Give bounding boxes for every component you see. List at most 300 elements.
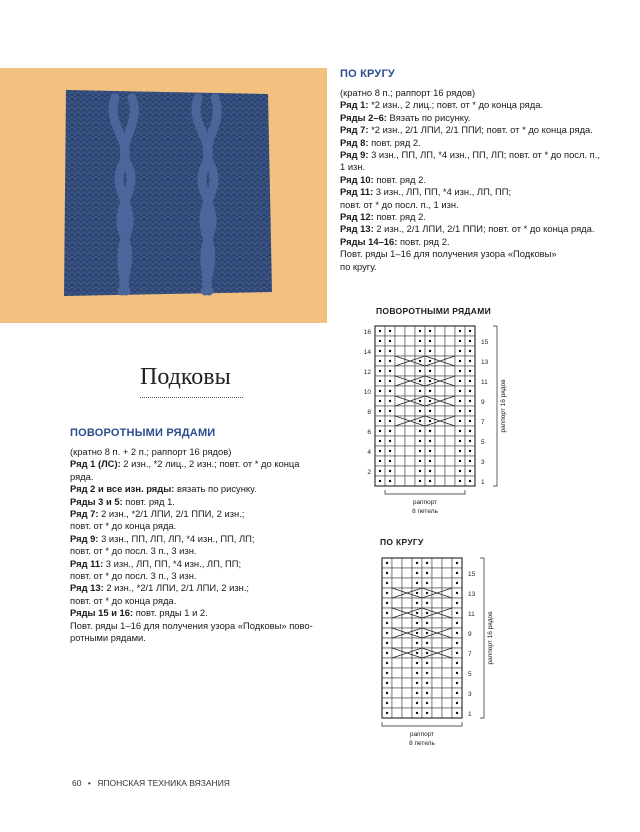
instruction-line-text: 3 изн., ЛП, ПП, *4 изн., ЛП, ПП; [103,557,242,569]
instruction-line-text: повт. ряд 1. [122,495,175,507]
purl-symbol [456,632,458,634]
chart-cell [435,336,445,346]
chart-cell [432,658,442,668]
instruction-line [340,174,600,186]
chart-cell [442,598,452,608]
purl-symbol [386,582,388,584]
purl-symbol [389,340,391,342]
purl-symbol [419,380,421,382]
instruction-line-text: 3 изн., ЛП, ПП, *4 изн., ЛП, ПП; [373,186,512,198]
chart-cell [432,708,442,718]
chart-cell [442,638,452,648]
chart-cell [402,658,412,668]
chart-cell [405,386,415,396]
chart-cell [395,366,405,376]
instruction-line-text: (кратно 8 п.; раппорт 16 рядов) [340,87,476,98]
chart-cell [435,456,445,466]
purl-symbol [419,390,421,392]
chart-cell [402,698,412,708]
purl-symbol [429,400,431,402]
instruction-line-text: ряда. [70,470,94,482]
purl-symbol [469,460,471,462]
purl-symbol [379,330,381,332]
row-label-left: 14 [363,349,371,356]
purl-symbol [426,622,428,624]
chart-cell [395,406,405,416]
row-label-right: 11 [468,611,475,618]
chart-cell [395,476,405,486]
chart-cell [435,476,445,486]
chart-cell [445,366,455,376]
purl-symbol [459,470,461,472]
flat-instructions [70,446,313,645]
chart-cell [402,678,412,688]
purl-symbol [379,440,381,442]
chart-cell [395,336,405,346]
chart-cell [432,698,442,708]
instruction-line-label: Ряды 14–16: [340,235,398,247]
instruction-line-text: повт. ряд 2. [368,136,421,148]
purl-symbol [379,410,381,412]
instruction-line-text: 3 изн., ПП, ЛП, ЛП, *4 изн., ПП, ЛП; [98,532,255,544]
purl-symbol [386,592,388,594]
stitch-repeat-bracket [385,490,465,494]
instruction-line-text: по кругу. [340,260,377,272]
purl-symbol [419,460,421,462]
purl-symbol [429,370,431,372]
purl-symbol [416,652,418,654]
instruction-line-text: повт. от * до конца ряда. [70,520,177,532]
instruction-line-label: Ряд 13: [340,223,374,235]
instruction-line-label: Ряд 11: [70,557,104,569]
stitch-repeat-label: раппорт [409,731,435,738]
chart-cell [432,598,442,608]
row-label-left: 2 [367,469,371,476]
purl-symbol [469,430,471,432]
chart-cell [435,436,445,446]
instruction-line-label: Ряд 2 и все изн. ряды: [70,483,175,495]
instruction-line-text: *2 изн., 2 лиц.; повт. от * до конца ряда. [368,99,544,111]
purl-symbol [389,370,391,372]
purl-symbol [469,350,471,352]
purl-symbol [469,410,471,412]
purl-symbol [459,460,461,462]
chart-cell [395,456,405,466]
purl-symbol [429,450,431,452]
purl-symbol [459,480,461,482]
chart-cell [405,326,415,336]
chart-round-title: ПО КРУГУ [380,537,424,547]
purl-symbol [379,430,381,432]
chart-cell [432,678,442,688]
purl-symbol [416,582,418,584]
instruction-line [70,508,313,520]
instruction-line [70,496,313,508]
purl-symbol [429,440,431,442]
instruction-line [70,632,313,644]
chart-cell [445,406,455,416]
purl-symbol [416,712,418,714]
chart-cell [405,476,415,486]
purl-symbol [456,592,458,594]
chart-cell [445,386,455,396]
chart-cell [405,336,415,346]
purl-symbol [379,350,381,352]
purl-symbol [426,572,428,574]
chart-cell [442,568,452,578]
instruction-line [70,471,313,483]
instruction-line [340,211,600,223]
row-label-left: 6 [367,429,371,436]
purl-symbol [459,340,461,342]
row-label-left: 12 [363,369,371,376]
purl-symbol [389,400,391,402]
instruction-line-text: 2 изн., 2/1 ЛПИ, 2/1 ППИ; повт. от * до конца ряда. [373,223,595,235]
chart-cell [442,708,452,718]
chart-cell [395,466,405,476]
chart-cell [405,406,415,416]
instruction-line [70,607,313,619]
row-label-right: 13 [481,359,489,366]
chart-cell [445,476,455,486]
row-label-left: 10 [363,389,371,396]
purl-symbol [469,380,471,382]
chart-cell [395,436,405,446]
purl-symbol [386,642,388,644]
purl-symbol [426,642,428,644]
purl-symbol [459,350,461,352]
purl-symbol [386,682,388,684]
purl-symbol [419,450,421,452]
row-label-right: 5 [468,671,472,678]
purl-symbol [469,480,471,482]
row-repeat-label: раппорт 16 рядов [487,611,494,665]
purl-symbol [426,702,428,704]
purl-symbol [379,480,381,482]
purl-symbol [389,410,391,412]
flat-heading: ПОВОРОТНЫМИ РЯДАМИ [70,427,216,439]
purl-symbol [389,430,391,432]
purl-symbol [456,672,458,674]
purl-symbol [456,602,458,604]
purl-symbol [459,380,461,382]
chart-cell [435,386,445,396]
purl-symbol [456,572,458,574]
instruction-line-label: Ряды 15 и 16: [70,607,134,619]
purl-symbol [389,360,391,362]
instruction-line [340,124,600,136]
purl-symbol [379,380,381,382]
purl-symbol [459,420,461,422]
chart-cell [442,618,452,628]
purl-symbol [379,400,381,402]
instruction-line-text: (кратно 8 п. + 2 п.; раппорт 16 рядов) [70,446,232,457]
instruction-line [70,446,313,458]
chart-cell [432,618,442,628]
purl-symbol [419,430,421,432]
instruction-line [70,620,313,632]
instruction-line-label: Ряд 9: [70,532,99,544]
instruction-line-label: Ряд 1 (ЛС): [70,458,121,470]
stitch-repeat-label: раппорт [412,499,438,506]
chart-cell [395,386,405,396]
row-label-left: 16 [363,329,371,336]
chart-cell [442,578,452,588]
purl-symbol [386,662,388,664]
purl-symbol [426,692,428,694]
purl-symbol [389,390,391,392]
chart-cell [405,346,415,356]
purl-symbol [416,632,418,634]
footer [72,778,234,788]
knitted-swatch-image [60,86,274,300]
purl-symbol [386,602,388,604]
stitch-repeat-bracket [382,722,462,726]
title-divider [140,397,243,398]
purl-symbol [459,370,461,372]
purl-symbol [419,370,421,372]
instruction-line-text: ротными рядами. [70,632,146,644]
purl-symbol [459,430,461,432]
purl-symbol [456,642,458,644]
row-label-left: 8 [367,409,371,416]
purl-symbol [379,420,381,422]
purl-symbol [419,470,421,472]
row-label-right: 15 [481,339,489,346]
chart-cell [392,668,402,678]
row-label-right: 9 [481,399,485,406]
chart-cell [445,446,455,456]
row-label-right: 7 [468,651,472,658]
purl-symbol [429,460,431,462]
chart-cell [392,688,402,698]
purl-symbol [386,622,388,624]
chart-cell [435,326,445,336]
purl-symbol [379,460,381,462]
purl-symbol [379,340,381,342]
chart-cell [392,568,402,578]
row-label-right: 1 [468,711,472,718]
page-number: 60 [72,778,82,788]
purl-symbol [456,662,458,664]
instruction-line-text: повт. ряд 2. [373,173,426,185]
instruction-line-label: Ряд 13: [70,582,104,594]
instruction-line [340,186,600,198]
chart-cell [402,598,412,608]
row-label-right: 13 [468,591,476,598]
purl-symbol [386,702,388,704]
purl-symbol [456,702,458,704]
chart-cell [435,346,445,356]
chart-cell [402,618,412,628]
purl-symbol [429,410,431,412]
purl-symbol [419,350,421,352]
chart-cell [432,558,442,568]
purl-symbol [379,390,381,392]
instruction-line [340,236,600,248]
purl-symbol [429,360,431,362]
purl-symbol [379,470,381,472]
chart-cell [395,426,405,436]
row-repeat-label: раппорт 16 рядов [500,379,507,433]
instruction-line-label: Ряд 1: [340,99,369,111]
purl-symbol [469,400,471,402]
purl-symbol [386,572,388,574]
purl-symbol [429,430,431,432]
instruction-line [340,87,600,99]
purl-symbol [416,702,418,704]
chart-cell [405,466,415,476]
purl-symbol [429,390,431,392]
purl-symbol [459,390,461,392]
instruction-line-text: 2 изн., *2/1 ЛПИ, 2/1 ППИ, 2 изн.; [98,508,245,520]
chart-cell [445,466,455,476]
chart-round [370,548,510,748]
purl-symbol [379,450,381,452]
instruction-line [340,99,600,111]
purl-symbol [429,470,431,472]
instruction-line-text: Вязать по рисунку. [386,111,471,123]
chart-cell [402,688,412,698]
purl-symbol [389,380,391,382]
round-instructions [340,87,600,273]
purl-symbol [389,440,391,442]
footer-bullet: • [87,778,91,788]
purl-symbol [469,340,471,342]
book-title: ЯПОНСКАЯ ТЕХНИКА ВЯЗАНИЯ [97,778,230,788]
instruction-line-text: Повт. ряды 1–16 для получения узора «Подковы» пово- [70,619,313,631]
chart-cell [392,698,402,708]
chart-cell [432,688,442,698]
instruction-line [340,261,600,273]
chart-cell [392,638,402,648]
purl-symbol [419,330,421,332]
chart-flat-title: ПОВОРОТНЫМИ РЯДАМИ [376,306,491,316]
purl-symbol [386,672,388,674]
chart-cell [445,326,455,336]
purl-symbol [419,340,421,342]
purl-symbol [469,330,471,332]
purl-symbol [469,390,471,392]
purl-symbol [456,612,458,614]
chart-cell [395,346,405,356]
purl-symbol [469,470,471,472]
chart-cell [402,558,412,568]
purl-symbol [416,642,418,644]
chart-cell [445,346,455,356]
row-label-right: 1 [481,479,485,486]
purl-symbol [389,470,391,472]
purl-symbol [459,450,461,452]
instruction-line-label: Ряд 7: [70,508,99,520]
chart-cell [395,446,405,456]
instruction-line-text: 1 изн. [340,161,366,173]
instruction-line-text: вязать по рисунку. [174,483,257,495]
purl-symbol [469,450,471,452]
instruction-line [340,161,600,173]
round-heading: ПО КРУГУ [340,68,395,80]
chart-cell [405,446,415,456]
chart-cell [435,466,445,476]
instruction-line [340,248,600,260]
instruction-line-text: повт. от * до посл. п., 1 изн. [340,198,459,210]
instruction-line-label: Ряд 10: [340,173,374,185]
row-label-right: 11 [481,379,488,386]
purl-symbol [456,562,458,564]
chart-cell [405,426,415,436]
chart-cell [405,366,415,376]
purl-symbol [386,712,388,714]
purl-symbol [379,360,381,362]
instruction-line [70,458,313,470]
chart-flat [355,316,525,520]
chart-cell [442,698,452,708]
purl-symbol [419,400,421,402]
purl-symbol [426,672,428,674]
purl-symbol [416,572,418,574]
purl-symbol [386,562,388,564]
instruction-line-text: повт. от * до посл. 3 п., 3 изн. [70,570,197,582]
purl-symbol [456,652,458,654]
instruction-line-label: Ряд 9: [340,149,369,161]
chart-cell [435,406,445,416]
row-label-right: 5 [481,439,485,446]
purl-symbol [426,592,428,594]
purl-symbol [456,582,458,584]
purl-symbol [459,410,461,412]
chart-cell [435,366,445,376]
instruction-line-text: повт. ряд 2. [397,235,450,247]
chart-cell [445,426,455,436]
purl-symbol [379,370,381,372]
row-label-left: 4 [367,449,371,456]
row-label-right: 15 [468,571,476,578]
purl-symbol [389,480,391,482]
purl-symbol [456,692,458,694]
chart-cell [402,708,412,718]
instruction-line-text: *2 изн., 2/1 ЛПИ, 2/1 ППИ; повт. от * до конца ряда. [368,124,593,136]
purl-symbol [459,400,461,402]
instruction-line [340,112,600,124]
instruction-line [70,558,313,570]
chart-cell [435,426,445,436]
instruction-line-text: Повт. ряды 1–16 для получения узора «Подковы» [340,248,557,260]
purl-symbol [416,562,418,564]
chart-cell [395,326,405,336]
purl-symbol [386,652,388,654]
row-label-right: 9 [468,631,472,638]
purl-symbol [416,692,418,694]
chart-cell [402,638,412,648]
instruction-line [70,595,313,607]
instruction-line-text: повт. от * до конца ряда. [70,594,177,606]
purl-symbol [429,340,431,342]
chart-cell [402,578,412,588]
purl-symbol [419,360,421,362]
purl-symbol [416,612,418,614]
instruction-line-text: повт. от * до посл. 3 п., 3 изн. [70,545,197,557]
purl-symbol [419,420,421,422]
chart-cell [442,688,452,698]
purl-symbol [416,592,418,594]
chart-cell [435,446,445,456]
chart-cell [442,668,452,678]
purl-symbol [426,582,428,584]
purl-symbol [426,562,428,564]
instruction-line [70,533,313,545]
instruction-line [70,545,313,557]
stitch-repeat-count: 8 петель [412,508,438,515]
